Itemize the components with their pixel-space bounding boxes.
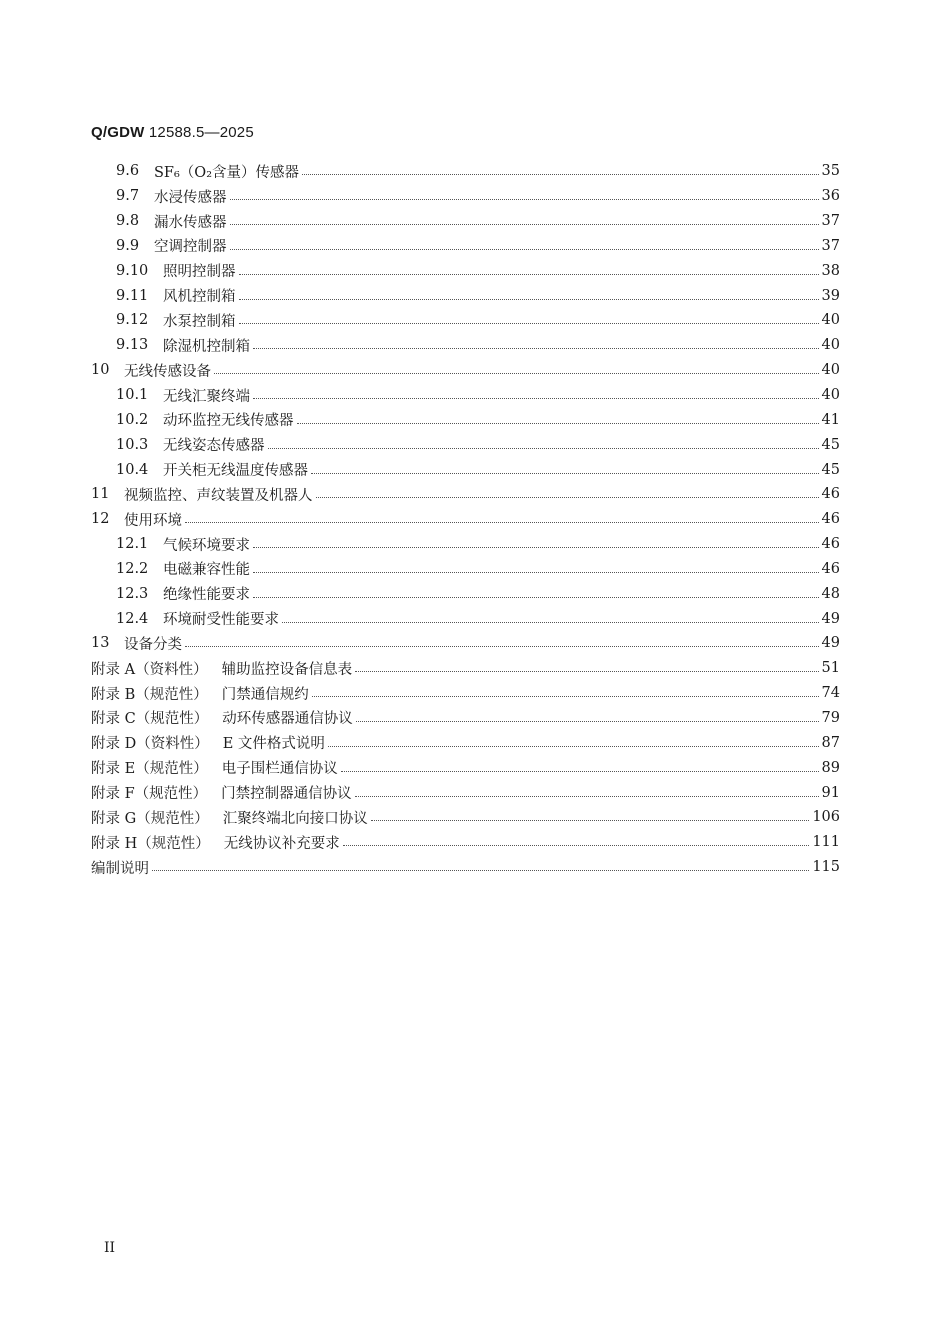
toc-leader-dots bbox=[230, 223, 819, 225]
toc-leader-dots bbox=[185, 521, 819, 523]
toc-entry-number: 附录 G（规范性） bbox=[91, 810, 209, 827]
toc-entry-page: 37 bbox=[821, 213, 840, 230]
toc-entry-title: 动环监控无线传感器 bbox=[163, 413, 294, 430]
toc-entry[interactable] bbox=[91, 855, 840, 880]
toc-entry-page: 46 bbox=[821, 511, 840, 528]
toc-leader-dots bbox=[253, 571, 819, 573]
toc-entry-page: 39 bbox=[821, 287, 840, 304]
toc-entry-page: 40 bbox=[821, 312, 840, 329]
toc-entry-page: 89 bbox=[821, 759, 840, 776]
toc-entry-title: 气候环境要求 bbox=[163, 537, 250, 554]
toc-entry-page: 37 bbox=[821, 237, 840, 254]
toc-entry[interactable] bbox=[91, 482, 840, 507]
toc-leader-dots bbox=[311, 472, 819, 474]
toc-entry[interactable] bbox=[91, 184, 840, 209]
toc-entry-title: 动环传感器通信协议 bbox=[222, 711, 353, 728]
toc-entry-page: 46 bbox=[821, 560, 840, 577]
toc-leader-dots bbox=[253, 397, 819, 399]
toc-leader-dots bbox=[328, 745, 819, 747]
toc-entry-page: 45 bbox=[821, 436, 840, 453]
toc-entry-title: 视频监控、声纹装置及机器人 bbox=[124, 487, 313, 504]
toc-entry-number: 附录 H（规范性） bbox=[91, 835, 210, 852]
toc-entry-page: 49 bbox=[821, 635, 840, 652]
toc-leader-dots bbox=[343, 844, 810, 846]
toc-leader-dots bbox=[316, 496, 819, 498]
toc-entry-number: 11 bbox=[91, 486, 110, 503]
toc-entry-page: 111 bbox=[812, 834, 840, 851]
page-number: II bbox=[104, 1240, 116, 1256]
toc-entry-number: 12.3 bbox=[116, 585, 149, 602]
toc-entry-title: 环境耐受性能要求 bbox=[163, 612, 279, 629]
toc-entry-number: 9.10 bbox=[116, 262, 149, 279]
toc-entry-number: 附录 F（规范性） bbox=[91, 786, 208, 803]
toc-entry-number: 附录 D（资料性） bbox=[91, 736, 209, 753]
toc-entry[interactable] bbox=[91, 755, 840, 780]
toc-entry-number: 10.3 bbox=[116, 436, 149, 453]
toc-leader-dots bbox=[371, 819, 810, 821]
toc-entry-title: 照明控制器 bbox=[163, 264, 236, 281]
toc-entry-title: 门禁控制器通信协议 bbox=[221, 786, 352, 803]
toc-entry-page: 38 bbox=[821, 262, 840, 279]
toc-entry-number: 10.2 bbox=[116, 411, 149, 428]
toc-entry[interactable] bbox=[91, 308, 840, 333]
toc-entry-title: 水泵控制箱 bbox=[163, 313, 236, 330]
toc-entry-title: 无线汇聚终端 bbox=[163, 388, 250, 405]
toc-entry-number: 12.2 bbox=[116, 560, 149, 577]
toc-entry-title: E 文件格式说明 bbox=[222, 736, 325, 753]
toc-entry-title: 电磁兼容性能 bbox=[163, 562, 250, 579]
toc-entry-number: 9.7 bbox=[116, 188, 140, 205]
toc-entry-title: 辅助监控设备信息表 bbox=[221, 661, 353, 678]
toc-entry-number: 9.11 bbox=[116, 287, 149, 304]
toc-entry-title: 风机控制箱 bbox=[163, 289, 236, 306]
toc-entry-title: 门禁通信规约 bbox=[221, 686, 309, 703]
standard-number: 12588.5—2025 bbox=[148, 124, 254, 141]
toc-entry-page: 46 bbox=[821, 486, 840, 503]
toc-entry-title: 无线协议补充要求 bbox=[223, 835, 340, 852]
toc-leader-dots bbox=[239, 273, 819, 275]
toc-entry-title: 无线传感设备 bbox=[124, 363, 211, 380]
toc-leader-dots bbox=[253, 596, 819, 598]
standard-code: Q/GDW bbox=[91, 124, 145, 141]
toc-entry-title: 设备分类 bbox=[124, 636, 182, 653]
toc-entry-number: 附录 A（资料性） bbox=[91, 661, 208, 678]
toc-entry[interactable] bbox=[91, 358, 840, 383]
toc-entry-page: 91 bbox=[821, 784, 840, 801]
toc-entry-number: 10.4 bbox=[116, 461, 149, 478]
toc-entry[interactable] bbox=[91, 532, 840, 557]
toc-leader-dots bbox=[152, 869, 809, 871]
toc-leader-dots bbox=[230, 198, 819, 200]
toc-entry-page: 40 bbox=[821, 337, 840, 354]
toc-leader-dots bbox=[239, 298, 819, 300]
toc-leader-dots bbox=[253, 347, 819, 349]
toc-entry[interactable] bbox=[91, 283, 840, 308]
toc-entry-page: 35 bbox=[821, 163, 840, 180]
toc-entry-page: 115 bbox=[812, 859, 840, 876]
toc-entry-page: 46 bbox=[821, 536, 840, 553]
toc-entry-page: 45 bbox=[821, 461, 840, 478]
toc-entry-number: 12.1 bbox=[116, 536, 149, 553]
toc-entry[interactable] bbox=[91, 258, 840, 283]
toc-leader-dots bbox=[302, 173, 819, 175]
toc-entry[interactable] bbox=[91, 631, 840, 656]
toc-entry-title: 除湿机控制箱 bbox=[163, 338, 250, 355]
toc-entry-number: 10.1 bbox=[116, 387, 149, 404]
toc-entry-number: 9.6 bbox=[116, 163, 140, 180]
toc-entry-title: 无线姿态传感器 bbox=[163, 438, 265, 455]
toc-leader-dots bbox=[239, 322, 819, 324]
toc-entry[interactable] bbox=[91, 706, 840, 731]
toc-entry-number: 9.9 bbox=[116, 237, 140, 254]
toc-entry-number: 9.13 bbox=[116, 337, 149, 354]
toc-entry[interactable] bbox=[91, 383, 840, 408]
toc-entry-page: 74 bbox=[821, 685, 840, 702]
toc-leader-dots bbox=[214, 372, 819, 374]
toc-entry-page: 87 bbox=[821, 734, 840, 751]
toc-leader-dots bbox=[355, 670, 818, 672]
toc-entry-page: 49 bbox=[821, 610, 840, 627]
toc-entry[interactable] bbox=[91, 407, 840, 432]
toc-entry[interactable] bbox=[91, 805, 840, 830]
toc-entry-title: 开关柜无线温度传感器 bbox=[163, 463, 308, 480]
toc-entry-number: 12 bbox=[91, 511, 110, 528]
toc-entry-page: 106 bbox=[812, 809, 840, 826]
toc-leader-dots bbox=[185, 645, 819, 647]
toc-entry-page: 41 bbox=[821, 411, 840, 428]
document-header bbox=[91, 124, 254, 141]
toc-entry-number: 10 bbox=[91, 362, 110, 379]
toc-entry-page: 40 bbox=[821, 362, 840, 379]
toc-entry-page: 79 bbox=[821, 709, 840, 726]
toc-leader-dots bbox=[268, 447, 819, 449]
toc-entry[interactable] bbox=[91, 432, 840, 457]
toc-leader-dots bbox=[230, 248, 819, 250]
toc-entry[interactable] bbox=[91, 209, 840, 234]
toc-entry-number: 13 bbox=[91, 635, 110, 652]
toc-entry[interactable] bbox=[91, 681, 840, 706]
toc-leader-dots bbox=[341, 770, 819, 772]
toc-entry[interactable] bbox=[91, 159, 840, 184]
toc-entry-page: 36 bbox=[821, 188, 840, 205]
toc-entry-title: 电子围栏通信协议 bbox=[221, 761, 338, 778]
toc-leader-dots bbox=[253, 546, 819, 548]
toc-entry-title: 空调控制器 bbox=[154, 239, 227, 256]
toc-entry-page: 48 bbox=[821, 585, 840, 602]
toc-entry-title: SF₆（O₂含量）传感器 bbox=[154, 164, 300, 181]
toc-entry-title: 水浸传感器 bbox=[154, 189, 227, 206]
toc-entry-number: 附录 E（规范性） bbox=[91, 761, 208, 778]
toc-entry-page: 40 bbox=[821, 387, 840, 404]
toc-entry[interactable] bbox=[91, 780, 840, 805]
toc-leader-dots bbox=[282, 621, 819, 623]
toc-entry[interactable] bbox=[91, 830, 840, 855]
toc-entry-number: 12.4 bbox=[116, 610, 149, 627]
toc-leader-dots bbox=[312, 695, 819, 697]
toc-entry[interactable] bbox=[91, 606, 840, 631]
toc-entry-number: 9.8 bbox=[116, 213, 140, 230]
toc-entry[interactable] bbox=[91, 234, 840, 259]
table-of-contents bbox=[91, 159, 840, 879]
toc-entry-number: 附录 C（规范性） bbox=[91, 711, 209, 728]
toc-entry[interactable] bbox=[91, 656, 840, 681]
toc-entry-number: 9.12 bbox=[116, 312, 149, 329]
toc-entry-page: 51 bbox=[821, 660, 840, 677]
toc-entry[interactable] bbox=[91, 730, 840, 755]
toc-entry[interactable] bbox=[91, 457, 840, 482]
toc-entry[interactable] bbox=[91, 557, 840, 582]
toc-leader-dots bbox=[356, 720, 819, 722]
toc-entry[interactable] bbox=[91, 333, 840, 358]
toc-entry-title: 使用环境 bbox=[124, 512, 182, 529]
toc-entry-title: 绝缘性能要求 bbox=[163, 587, 250, 604]
toc-entry-title: 漏水传感器 bbox=[154, 214, 227, 231]
toc-entry[interactable] bbox=[91, 581, 840, 606]
toc-entry-title: 汇聚终端北向接口协议 bbox=[222, 810, 368, 827]
toc-entry-title: 编制说明 bbox=[91, 860, 149, 877]
toc-entry[interactable] bbox=[91, 507, 840, 532]
toc-leader-dots bbox=[355, 795, 819, 797]
toc-leader-dots bbox=[297, 422, 819, 424]
toc-entry-number: 附录 B（规范性） bbox=[91, 686, 208, 703]
